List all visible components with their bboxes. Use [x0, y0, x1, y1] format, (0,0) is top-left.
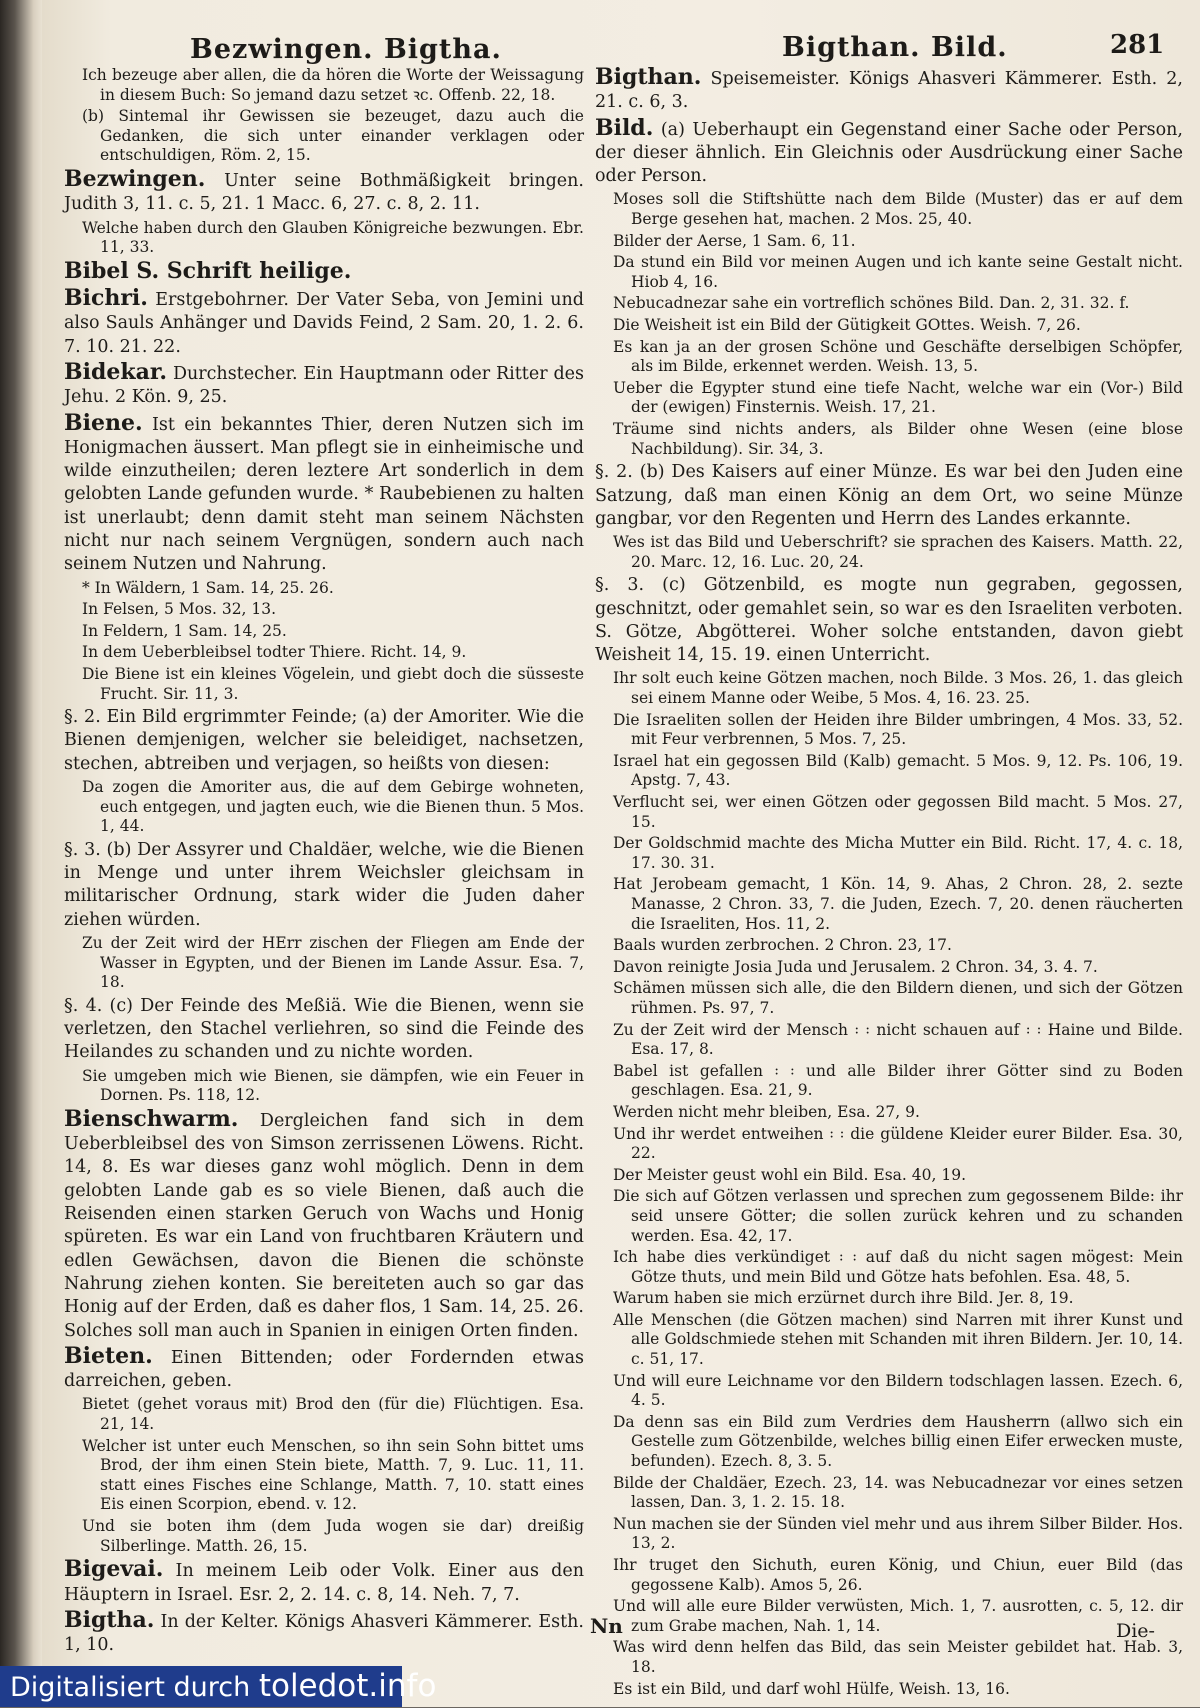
entry-headword: Bigtha.	[64, 1606, 155, 1633]
entry-text: Warum haben sie mich erzürnet durch ihre Bild. Jer. 8, 19.	[613, 1289, 1074, 1308]
entry-text: §. 2. (b) Des Kaisers auf einer Münze. Es war bei den Juden eine Satzung, daß man einen König an dem Ort, wo seine Münze gangbar, vor den Regenten und Herrn des Landes erkannte.	[595, 462, 1183, 529]
left-column	[64, 66, 584, 1659]
entry-text: Davon reinigte Josia Juda und Jerusalem. 2 Chron. 34, 3. 4. 7.	[613, 957, 1098, 976]
dictionary-entry	[64, 257, 584, 285]
citation-entry	[82, 1437, 584, 1515]
entry-headword: Bigevai.	[64, 1556, 164, 1583]
entry-text: Und will alle eure Bilder verwüsten, Mich. 1, 7. ausrotten, c. 5, 12. dir zum Grabe machen, Nah. 1, 14.	[613, 1597, 1183, 1635]
entry-text: Nun machen sie der Sünden viel mehr und aus ihrem Silber Bilder. Hos. 13, 2.	[613, 1514, 1183, 1553]
entry-headword: Bidekar.	[64, 358, 168, 385]
entry-text: Der Goldschmid machte des Micha Mutter ein Bild. Richt. 17, 4. c. 18, 17. 30. 31.	[613, 834, 1183, 872]
dictionary-entry	[595, 114, 1183, 189]
entry-text: Einen Bittenden; oder Fordernden etwas darreichen, geben.	[64, 1347, 584, 1392]
entry-text: (b) Sintemal ihr Gewissen sie bezeuget, dazu auch die Gedanken, die sich unter einander verklagen oder entschuldigen, Röm. 2, 15.	[82, 107, 584, 165]
citation-entry	[613, 936, 1183, 956]
entry-text: Die Weisheit ist ein Bild der Gütigkeit GOttes. Weish. 7, 26.	[613, 316, 1081, 335]
entry-headword: Bezwingen.	[64, 165, 206, 192]
entry-text: Welche haben durch den Glauben Königreiche bezwungen. Ebr. 11, 33.	[82, 218, 584, 257]
entry-text: Da zogen die Amoriter aus, die auf dem Gebirge wohneten, euch entgegen, und jagten euch, wie die Bienen thun. 5 Mos. 1, 44.	[82, 778, 584, 836]
dictionary-entry	[64, 358, 584, 410]
dictionary-entry	[64, 409, 584, 577]
entry-text: Durchstecher. Ein Hauptmann oder Ritter des Jehu. 2 Kön. 9, 25.	[64, 363, 584, 408]
entry-text: Sie umgeben mich wie Bienen, sie dämpfen, wie ein Feuer in Dornen. Ps. 118, 12.	[82, 1066, 584, 1105]
citation-entry	[613, 1556, 1183, 1595]
citation-entry	[613, 533, 1183, 572]
citation-entry	[82, 934, 584, 993]
entry-text: Bilder der Aerse, 1 Sam. 6, 11.	[613, 231, 856, 250]
entry-text: Da stund ein Bild vor meinen Augen und ich kante seine Gestalt nicht. Hiob 4, 16.	[613, 253, 1183, 291]
entry-text: §. 3. (c) Götzenbild, es mogte nun gegraben, gegossen, geschnitzt, oder gemahlet sein, so war es den Israeliten verboten. S. Götze, Abgötterei. Woher solche entstanden, davon giebt Weisheit 14, 15. 19. einen Unterricht.	[595, 575, 1183, 666]
book-page	[42, 0, 1200, 1707]
entry-text: Und will eure Leichname vor den Bildern todschlagen lassen. Ezech. 6, 4. 5.	[613, 1371, 1183, 1410]
entry-text: Es kan ja an der grosen Schöne und Geschäfte derselbigen Schöpfer, als im Bilde, erkennet werden. Weish. 13, 5.	[613, 337, 1183, 376]
citation-entry	[82, 1067, 584, 1106]
entry-headword: Biene.	[64, 409, 143, 436]
watermark-domain: toledot.info	[258, 1668, 437, 1704]
dictionary-entry	[595, 66, 1183, 115]
citation-entry	[613, 1515, 1183, 1554]
citation-entry	[613, 190, 1183, 229]
citation-entry	[613, 1311, 1183, 1370]
entry-text: Israel hat ein gegossen Bild (Kalb) gemacht. 5 Mos. 9, 12. Ps. 106, 19. Apstg. 7, 43.	[613, 751, 1183, 790]
citation-entry	[613, 379, 1183, 418]
book-spine	[0, 0, 42, 1707]
entry-text: Dergleichen fand sich in dem Ueberbleibsel des von Simson zerrissenen Löwens. Richt. 14, 8. Es war dieses ganz wohl möglich. Denn in dem gelobten Lande gab es so viele Bienen, daß auch die Reisenden einen starken Geruch von Wachs und Honig spüreten. Es war ein Land von fruchtbaren Kräutern und edlen Gewächsen, davon die Bienen die schönste Nahrung ziehen konten. Sie bereiteten auch so gar das Honig auf der Erden, daß es daher flos, 1 Sam. 14, 25. 26. Solches soll man auch in Spanien in einigen Orten finden.	[64, 1110, 584, 1341]
entry-text: Ueber die Egypter stund eine tiefe Nacht, welche war ein (Vor-) Bild der (ewigen) Finsternis. Weish. 17, 21.	[613, 378, 1183, 417]
entry-text: Ihr truget den Sichuth, euren König, und Chiun, euer Bild (das gegossene Kalb). Amos 5, 26.	[613, 1556, 1183, 1594]
citation-entry	[613, 1372, 1183, 1411]
citation-entry	[613, 793, 1183, 832]
citation-entry	[613, 1289, 1183, 1309]
citation-entry	[613, 1062, 1183, 1101]
dictionary-entry	[64, 1606, 584, 1658]
entry-text: Babel ist gefallen ꞉ ꞉ und alle Bilder ihrer Götter sind zu Boden geschlagen. Esa. 21, 9.	[613, 1061, 1183, 1100]
citation-entry	[82, 622, 584, 642]
entry-text: Ich habe dies verkündiget ꞉ ꞉ auf daß du nicht sagen mögest: Mein Götze thuts, und mein Bild und Götze hats befohlen. Esa. 48, 5.	[613, 1248, 1183, 1286]
page-number: 281	[1110, 30, 1165, 60]
dictionary-entry	[64, 1342, 584, 1394]
entry-text: In Feldern, 1 Sam. 14, 25.	[82, 621, 287, 640]
dictionary-entry	[64, 706, 584, 776]
citation-entry	[613, 875, 1183, 934]
running-header-right: Bigthan. Bild.	[782, 32, 1008, 63]
entry-text: Wes ist das Bild und Ueberschrift? sie sprachen des Kaisers. Matth. 22, 20. Marc. 12, 16. Luc. 20, 24.	[613, 533, 1183, 571]
entry-text: Da denn sas ein Bild zum Verdries dem Hausherrn (allwo sich ein Gestelle zum Götzenbilde, welches billig einen Eifer erwecken muste, befunden). Ezech. 8, 3. 5.	[613, 1412, 1183, 1471]
citation-entry	[613, 711, 1183, 750]
entry-text: (a) Ueberhaupt ein Gegenstand einer Sache oder Person, der dieser ähnlich. Ein Gleichnis oder Ausdrückung einer Sache oder Person.	[595, 119, 1183, 187]
entry-text: Zu der Zeit wird der Mensch ꞉ ꞉ nicht schauen auf ꞉ ꞉ Haine und Bilde. Esa. 17, 8.	[613, 1020, 1183, 1059]
running-header-left: Bezwingen. Bigtha.	[190, 34, 502, 65]
entry-text: Verflucht sei, wer einen Götzen oder gegossen Bild macht. 5 Mos. 27, 15.	[613, 793, 1183, 831]
entry-text: In dem Ueberbleibsel todter Thiere. Richt. 14, 9.	[82, 643, 467, 662]
entry-text: Die Biene ist ein kleines Vögelein, und giebt doch die süsseste Frucht. Sir. 11, 3.	[82, 664, 584, 703]
catchword: Die-	[1116, 1620, 1155, 1642]
citation-entry	[613, 420, 1183, 459]
citation-entry	[613, 1021, 1183, 1060]
entry-text: Ihr solt euch keine Götzen machen, noch Bilde. 3 Mos. 26, 1. das gleich sei einem Manne oder Weibe, 5 Mos. 4, 16. 23. 25.	[613, 669, 1183, 708]
citation-entry	[613, 669, 1183, 708]
entry-headword: Bieten.	[64, 1342, 153, 1369]
entry-text: * In Wäldern, 1 Sam. 14, 25. 26.	[82, 578, 334, 597]
entry-text: Was wird denn helfen das Bild, das sein Meister gebildet hat. Hab. 3, 18.	[613, 1638, 1183, 1676]
entry-text: Werden nicht mehr bleiben, Esa. 27, 9.	[613, 1102, 920, 1121]
entry-text: Alle Menschen (die Götzen machen) sind Narren mit ihrer Kunst und alle Goldschmiede stehen mit Schanden mit ihren Bildern. Jer. 10, 14. c. 51, 17.	[613, 1310, 1183, 1369]
watermark-prefix: Digitalisiert durch	[10, 1672, 259, 1703]
citation-entry	[613, 253, 1183, 292]
citation-entry	[82, 1395, 584, 1434]
entry-text: Erstgebohrner. Der Vater Seba, von Jemini und also Sauls Anhänger und Davids Feind, 2 Sam. 20, 1. 2. 6. 7. 10. 21. 22.	[64, 290, 584, 357]
dictionary-entry	[64, 287, 584, 359]
entry-text: Und ihr werdet entweihen ꞉ ꞉ die güldene Kleider eurer Bilder. Esa. 30, 22.	[613, 1124, 1183, 1163]
citation-entry	[613, 1638, 1183, 1677]
citation-entry	[613, 834, 1183, 873]
citation-entry	[82, 600, 584, 620]
citation-entry	[613, 752, 1183, 791]
citation-entry	[613, 338, 1183, 377]
entry-text: Bilde der Chaldäer, Ezech. 23, 14. was Nebucadnezar vor eines setzen lassen, Dan. 3, 1. 2. 15. 18.	[613, 1473, 1183, 1512]
entry-text: Zu der Zeit wird der HErr zischen der Fliegen am Ende der Wasser in Egypten, und der Bienen im Lande Assur. Esa. 7, 18.	[82, 934, 584, 992]
dictionary-entry	[595, 574, 1183, 667]
entry-text: Ist ein bekanntes Thier, deren Nutzen sich im Honigmachen äussert. Man pflegt sie in einheimische und wilde einzutheilen; deren leztere Art sonderlich in dem gelobten Lande gefunden wurde. * Raubebienen zu halten ist unerlaubt; denn damit steht man seinem Nächsten nicht nur nach seinem Vergnügen, sondern auch nach seinem Nutzen und Nahrung.	[64, 414, 584, 575]
citation-entry	[613, 1125, 1183, 1164]
entry-headword: Bibel S. Schrift heilige.	[64, 257, 352, 284]
citation-entry	[613, 1166, 1183, 1186]
right-column	[595, 66, 1183, 1701]
citation-entry	[82, 665, 584, 704]
citation-entry	[82, 66, 584, 105]
citation-entry	[613, 1103, 1183, 1123]
citation-entry	[82, 778, 584, 837]
citation-entry	[613, 232, 1183, 252]
citation-entry	[613, 316, 1183, 336]
entry-text: Die Israeliten sollen der Heiden ihre Bilder umbringen, 4 Mos. 33, 52. mit Feur verbrennen, 5 Mos. 7, 25.	[613, 710, 1183, 749]
entry-text: Hat Jerobeam gemacht, 1 Kön. 14, 9. Ahas, 2 Chron. 28, 2. sezte Manasse, 2 Chron. 33, 7. die Juden, Ezech. 7, 20. denen räucherten die Israeliten, Hos. 11, 2.	[613, 875, 1183, 933]
entry-text: Es ist ein Bild, und darf wohl Hülfe, Weish. 13, 16.	[613, 1679, 1010, 1698]
entry-text: §. 4. (c) Der Feinde des Meßiä. Wie die Bienen, wenn sie verletzen, den Stachel verliehren, so sind die Feinde des Heilandes zu schanden und zu nichte worden.	[64, 995, 584, 1063]
entry-headword: Bienschwarm.	[64, 1105, 239, 1132]
citation-entry	[613, 1680, 1183, 1700]
citation-entry	[613, 1597, 1183, 1636]
dictionary-entry	[64, 839, 584, 932]
entry-text: Ich bezeuge aber allen, die da hören die Worte der Weissagung in diesem Buch: So jemand dazu setzet ꝛc. Offenb. 22, 18.	[82, 66, 584, 104]
signature-mark: Nn	[590, 1614, 623, 1638]
citation-entry	[613, 1474, 1183, 1513]
citation-entry	[82, 219, 584, 258]
entry-text: Die sich auf Götzen verlassen und sprechen zum gegossenem Bilde: ihr seid unsere Götter; die sollen zurück kehren und zu schanden werden. Esa. 42, 17.	[613, 1187, 1183, 1245]
entry-headword: Bichri.	[64, 285, 148, 312]
entry-text: Bietet (gehet voraus mit) Brod den (für die) Flüchtigen. Esa. 21, 14.	[82, 1395, 584, 1434]
citation-entry	[82, 1517, 584, 1556]
entry-text: Und sie boten ihm (dem Juda wogen sie dar) dreißig Silberlinge. Matth. 26, 15.	[82, 1517, 584, 1555]
entry-text: Der Meister geust wohl ein Bild. Esa. 40, 19.	[613, 1165, 966, 1184]
citation-entry	[613, 1413, 1183, 1472]
dictionary-entry	[595, 461, 1183, 531]
entry-text: Nebucadnezar sahe ein vortreflich schönes Bild. Dan. 2, 31. 32. f.	[613, 294, 1130, 313]
citation-entry	[613, 958, 1183, 978]
citation-entry	[613, 1187, 1183, 1246]
entry-headword: Bild.	[595, 114, 654, 141]
citation-entry	[613, 294, 1183, 314]
entry-text: §. 2. Ein Bild ergrimmter Feinde; (a) der Amoriter. Wie die Bienen demjenigen, welcher sie beleidiget, nachsetzen, stechen, abtreiben und verjagen, so heißts von diesen:	[64, 707, 584, 774]
citation-entry	[82, 107, 584, 166]
entry-text: Unter seine Bothmäßigkeit bringen. Judith 3, 11. c. 5, 21. 1 Macc. 6, 27. c. 8, 2. 11.	[64, 170, 584, 215]
entry-text: Welcher ist unter euch Menschen, so ihn sein Sohn bittet ums Brod, der ihm einen Stein biete, Matth. 7, 9. Luc. 11, 11. statt eines Fisches eine Schlange, Matth. 7, 10. statt eines Eis einen Scorpion, ebend. v. 12.	[82, 1436, 584, 1514]
entry-headword: Bigthan.	[595, 64, 702, 90]
dictionary-entry	[64, 995, 584, 1065]
dictionary-entry	[64, 1558, 584, 1607]
citation-entry	[82, 643, 584, 663]
citation-entry	[613, 1248, 1183, 1287]
entry-text: Träume sind nichts anders, als Bilder ohne Wesen (eine blose Nachbildung). Sir. 34, 3.	[613, 420, 1183, 458]
entry-text: Speisemeister. Königs Ahasveri Kämmerer. Esth. 2, 21. c. 6, 3.	[595, 69, 1183, 113]
citation-entry	[613, 979, 1183, 1018]
citation-entry	[82, 579, 584, 599]
entry-text: In Felsen, 5 Mos. 32, 13.	[82, 600, 277, 619]
watermark-banner	[0, 1666, 437, 1707]
dictionary-entry	[64, 165, 584, 217]
entry-text: In meinem Leib oder Volk. Einer aus den Häuptern in Israel. Esr. 2, 2. 14. c. 8, 14. Neh. 7, 7.	[64, 1561, 584, 1605]
entry-text: Moses soll die Stiftshütte nach dem Bilde (Muster) das er auf dem Berge gesehen hat, machen. 2 Mos. 25, 40.	[613, 190, 1183, 229]
dictionary-entry	[64, 1105, 584, 1343]
entry-text: Schämen müssen sich alle, die den Bildern dienen, und sich der Götzen rühmen. Ps. 97, 7.	[613, 979, 1183, 1017]
entry-text: In der Kelter. Königs Ahasveri Kämmerer. Esth. 1, 10.	[64, 1611, 584, 1656]
entry-text: §. 3. (b) Der Assyrer und Chaldäer, welche, wie die Bienen in Menge und unter ihrem Weichsler gleichsam in militarischer Ordnung, stark wider die Juden daher ziehen würden.	[64, 839, 584, 930]
entry-text: Baals wurden zerbrochen. 2 Chron. 23, 17.	[613, 936, 952, 955]
